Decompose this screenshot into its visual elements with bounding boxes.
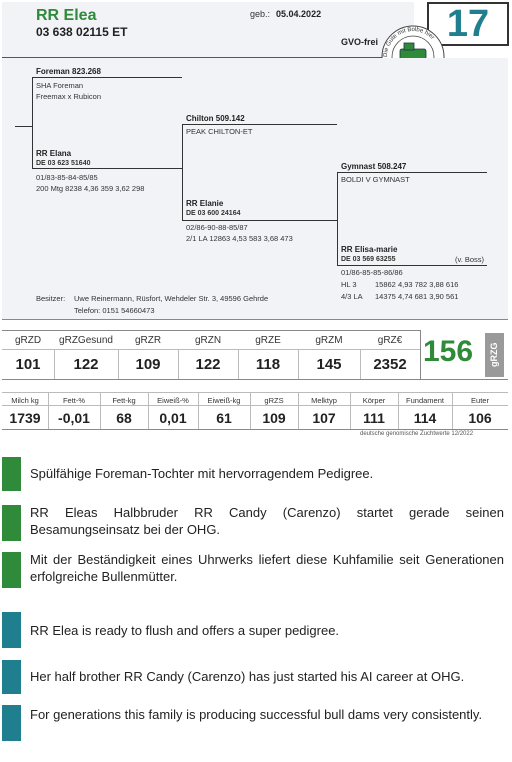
ggdam-line3-label: 4/3 LA: [341, 292, 363, 301]
dam-line2: 200 Mtg 8238 4,36 359 3,62 298: [36, 184, 145, 193]
index-divider: [298, 350, 299, 379]
detail-value: -0,01: [58, 410, 90, 426]
pedigree-line: [337, 265, 487, 266]
phone: Telefon: 0151 54660473: [74, 306, 155, 315]
detail-value: 114: [413, 410, 437, 426]
index-divider: [54, 350, 55, 379]
detail-divider: [48, 392, 49, 429]
index-value: 145: [316, 356, 342, 373]
ear-tag: 03 638 02115 ET: [36, 25, 128, 39]
birth-label: geb.:: [250, 9, 271, 19]
total-index-value: 156: [423, 335, 474, 368]
detail-value: 107: [312, 410, 336, 426]
index-header: gRZN: [194, 335, 222, 346]
pedigree-line: [32, 77, 182, 78]
pedigree-line: [182, 220, 337, 221]
ggdam-line2-label: HL 3: [341, 280, 357, 289]
birth-date: 05.04.2022: [276, 9, 322, 19]
index-divider: [420, 330, 421, 379]
ggdam-name: RR Elisa-marie: [341, 245, 398, 254]
note-en: Her half brother RR Candy (Carenzo) has just started his AI career at OHG.: [30, 669, 465, 684]
index-divider: [178, 350, 179, 379]
index-value: 122: [195, 356, 221, 373]
detail-divider: [198, 392, 199, 429]
pedigree-line: [337, 172, 338, 266]
note-en: RR Elea is ready to flush and offers a super pedigree.: [30, 623, 340, 638]
detail-mid-line: [2, 405, 508, 406]
note-de: RR Eleas Halbbruder RR Candy (Carenzo) startet gerade seinen Besamungseinsatz bei der OHG.: [30, 505, 504, 537]
index-divider: [360, 350, 361, 379]
index-header: gRZE: [255, 335, 281, 346]
detail-top-line: [2, 392, 508, 393]
index-divider: [238, 350, 239, 379]
ggdam-line3-values: 14375 4,74 681 3,90 561: [375, 292, 459, 301]
owner-label: Besitzer:: [36, 294, 66, 303]
detail-divider: [298, 392, 299, 429]
note-marker-teal: [2, 705, 21, 741]
animal-name: RR Elea: [36, 7, 97, 24]
ggdam-line1: 01/86-85-85-86/86: [341, 268, 403, 277]
pedigree-line: [32, 77, 33, 169]
sire-full: SHA Foreman: [36, 81, 84, 90]
detail-value: 111: [363, 410, 385, 426]
detail-header: Euter: [471, 396, 489, 405]
pedigree-line: [15, 126, 32, 127]
detail-value: 109: [262, 410, 286, 426]
index-value: 109: [135, 356, 161, 373]
sire-lineage: Freemax x Rubicon: [36, 92, 102, 101]
dam-line1: 01/83-85-84-85/85: [36, 173, 98, 182]
mgs-name: Chilton 509.142: [186, 114, 245, 123]
detail-bottom-line: [2, 429, 508, 430]
index-header: gRZD: [14, 335, 42, 346]
gdam-line2: 2/1 LA 12863 4,53 583 3,68 473: [186, 234, 293, 243]
index-value: 118: [255, 356, 281, 373]
index-header: gRZM: [315, 335, 343, 346]
pedigree-line: [182, 124, 183, 221]
note-marker-teal: [2, 612, 21, 648]
note-marker-green: [2, 552, 21, 588]
index-top-line: [2, 330, 420, 331]
index-value: 2352: [373, 356, 407, 373]
seal-text: Die Gute mit Bolbe hier: [382, 26, 436, 58]
pedigree-line: [182, 124, 337, 125]
gdam-ear: DE 03 600 24164: [186, 210, 241, 217]
dam-name: RR Elana: [36, 149, 72, 158]
detail-header: gRZS: [264, 396, 284, 405]
catalog-number: 17: [446, 3, 490, 45]
index-divider: [118, 350, 119, 379]
total-index-label: gRZG: [489, 342, 499, 368]
owner: Uwe Reinermann, Rüsfort, Wehdeler Str. 3, 49596 Gehrde: [74, 294, 269, 303]
detail-value: 106: [468, 410, 492, 426]
index-bottom-line: [2, 379, 508, 380]
index-header: gRZGesund: [59, 335, 113, 346]
note-marker-green: [2, 505, 21, 541]
detail-divider: [250, 392, 251, 429]
gdam-line1: 02/86-90-88-85/87: [186, 223, 248, 232]
footnote: deutsche genomische Zuchtwerte 12/2022: [360, 431, 474, 437]
pedigree-line: [337, 172, 487, 173]
detail-divider: [148, 392, 149, 429]
birth-info: [250, 9, 321, 19]
ggs-name: Gymnast 508.247: [341, 162, 407, 171]
detail-header: Körper: [362, 396, 386, 405]
note-de: Spülfähige Foreman-Tochter mit hervorragendem Pedigree.: [30, 466, 374, 481]
ggdam-line2-values: 15862 4,93 782 3,88 616: [375, 280, 459, 289]
index-mid-line: [2, 349, 420, 350]
detail-value: 68: [116, 410, 132, 426]
detail-header: Fundament: [406, 396, 444, 405]
detail-header: Melktyp: [311, 396, 337, 405]
note-en: For generations this family is producing successful bull dams very consistently.: [30, 707, 483, 722]
gdam-name: RR Elanie: [186, 199, 224, 208]
detail-value: 1739: [9, 410, 41, 426]
ggs-full: BOLDI V GYMNAST: [341, 175, 410, 184]
detail-divider: [452, 392, 453, 429]
note-de: Mit der Beständigkeit eines Uhrwerks liefert diese Kuhfamilie seit Generationen erfolgreiche Bullenmütter.: [30, 552, 504, 584]
note-marker-green: [2, 457, 21, 491]
detail-divider: [100, 392, 101, 429]
detail-header: Eiweiß-%: [157, 396, 189, 405]
ggdam-ear: DE 03 569 63255: [341, 256, 396, 263]
gvo-label: GVO-frei: [341, 37, 379, 47]
detail-header: Fett-kg: [112, 396, 136, 405]
index-value: 101: [15, 356, 41, 373]
index-header: gRZR: [134, 335, 162, 346]
detail-value: 61: [216, 410, 232, 426]
detail-header: Milch kg: [11, 396, 39, 405]
note-marker-teal: [2, 660, 21, 694]
index-value: 122: [73, 356, 99, 373]
ggdam-sire: (v. Boss): [455, 255, 485, 264]
detail-value: 0,01: [159, 410, 187, 426]
detail-header: Eiweiß-kg: [207, 396, 241, 405]
mgs-full: PEAK CHILTON-ET: [186, 127, 253, 136]
dam-ear: DE 03 623 51640: [36, 160, 91, 167]
detail-divider: [398, 392, 399, 429]
index-header: gRZ€: [377, 335, 403, 346]
sire-name: Foreman 823.268: [36, 67, 101, 76]
detail-divider: [350, 392, 351, 429]
detail-header: Fett-%: [62, 396, 86, 405]
